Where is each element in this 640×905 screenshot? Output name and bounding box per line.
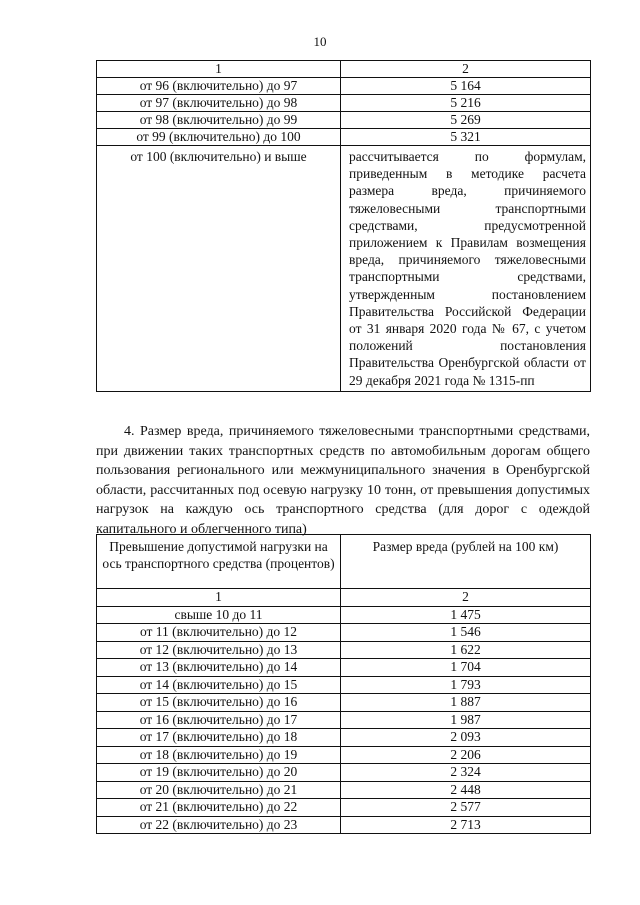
paragraph-4: 4. Размер вреда, причиняемого тяжеловесными транспортными средствами, при движении таких транспортных средств по автомобильным дорогам общего пользования регионального или межмуниципального значения в Оренбургской области, рассчитанных под осевую нагрузку 10 тонн, от превышения допустимых нагрузок на каждую ось транспортного средства (для дорог с одеждой капитального и облегченного типа)	[96, 424, 590, 537]
range-cell: от 21 (включительно) до 22	[97, 799, 341, 817]
value-cell: 2 448	[341, 781, 591, 799]
table-header-row	[97, 535, 591, 589]
value-cell: 1 546	[341, 624, 591, 642]
value-cell: 1 793	[341, 676, 591, 694]
range-cell: от 22 (включительно) до 23	[97, 816, 341, 834]
table-row	[97, 764, 591, 782]
table-row	[97, 711, 591, 729]
column-number-2: 2	[341, 589, 591, 607]
range-cell: от 12 (включительно) до 13	[97, 641, 341, 659]
table-numbering-row	[97, 589, 591, 607]
range-cell: от 98 (включительно) до 99	[97, 112, 341, 129]
table-row	[97, 129, 591, 146]
table-header-row	[97, 61, 591, 78]
range-cell: от 99 (включительно) до 100	[97, 129, 341, 146]
range-cell: от 13 (включительно) до 14	[97, 659, 341, 677]
range-cell: от 18 (включительно) до 19	[97, 746, 341, 764]
table-row	[97, 606, 591, 624]
range-cell: от 15 (включительно) до 16	[97, 694, 341, 712]
value-cell: 1 704	[341, 659, 591, 677]
range-cell: от 100 (включительно) и выше	[97, 146, 341, 392]
damage-table	[96, 534, 591, 834]
value-cell: 1 622	[341, 641, 591, 659]
damage-table-continued	[96, 60, 591, 392]
table-row	[97, 781, 591, 799]
column-number-2: 2	[341, 61, 591, 78]
table-row	[97, 624, 591, 642]
table-row-formula	[97, 146, 591, 392]
range-cell: от 14 (включительно) до 15	[97, 676, 341, 694]
value-cell: 1 887	[341, 694, 591, 712]
range-cell: от 96 (включительно) до 97	[97, 78, 341, 95]
range-cell: свыше 10 до 11	[97, 606, 341, 624]
range-cell: от 19 (включительно) до 20	[97, 764, 341, 782]
range-cell: от 16 (включительно) до 17	[97, 711, 341, 729]
value-cell: 1 987	[341, 711, 591, 729]
table-row	[97, 95, 591, 112]
range-cell: от 97 (включительно) до 98	[97, 95, 341, 112]
table-row	[97, 729, 591, 747]
column-number-1: 1	[97, 589, 341, 607]
table-row	[97, 112, 591, 129]
table-row	[97, 78, 591, 95]
table-row	[97, 641, 591, 659]
value-cell: 2 206	[341, 746, 591, 764]
formula-text: рассчитывается по формулам, приведенным в методике расчета размера вреда, причиняемого тяжеловесными транспортными средствами, предусмотренной приложением к Правилам возмещения вреда, причиняемого тяжеловесными транспортными средствами, утвержденным постановлением Правительства Российской Федерации от 31 января 2020 года № 67, с учетом положений постановления Правительства Оренбургской области от 29 декабря 2021 года № 1315-пп	[349, 149, 586, 388]
value-cell: 2 713	[341, 816, 591, 834]
value-cell: 2 093	[341, 729, 591, 747]
table-row	[97, 694, 591, 712]
value-cell: 5 269	[341, 112, 591, 129]
table-row	[97, 799, 591, 817]
table-row	[97, 816, 591, 834]
table-row	[97, 746, 591, 764]
table-row	[97, 659, 591, 677]
value-cell: 5 164	[341, 78, 591, 95]
table-row	[97, 676, 591, 694]
value-cell: 5 216	[341, 95, 591, 112]
range-cell: от 11 (включительно) до 12	[97, 624, 341, 642]
column-number-1: 1	[97, 61, 341, 78]
range-cell: от 17 (включительно) до 18	[97, 729, 341, 747]
page-number: 10	[313, 34, 327, 49]
range-cell: от 20 (включительно) до 21	[97, 781, 341, 799]
value-cell: 5 321	[341, 129, 591, 146]
value-cell: 2 577	[341, 799, 591, 817]
value-cell: 2 324	[341, 764, 591, 782]
value-cell: 1 475	[341, 606, 591, 624]
formula-cell	[341, 146, 591, 392]
column-header-overload: Превышение допустимой нагрузки на ось транспортного средства (процентов)	[97, 535, 341, 589]
column-header-damage: Размер вреда (рублей на 100 км)	[341, 535, 591, 589]
